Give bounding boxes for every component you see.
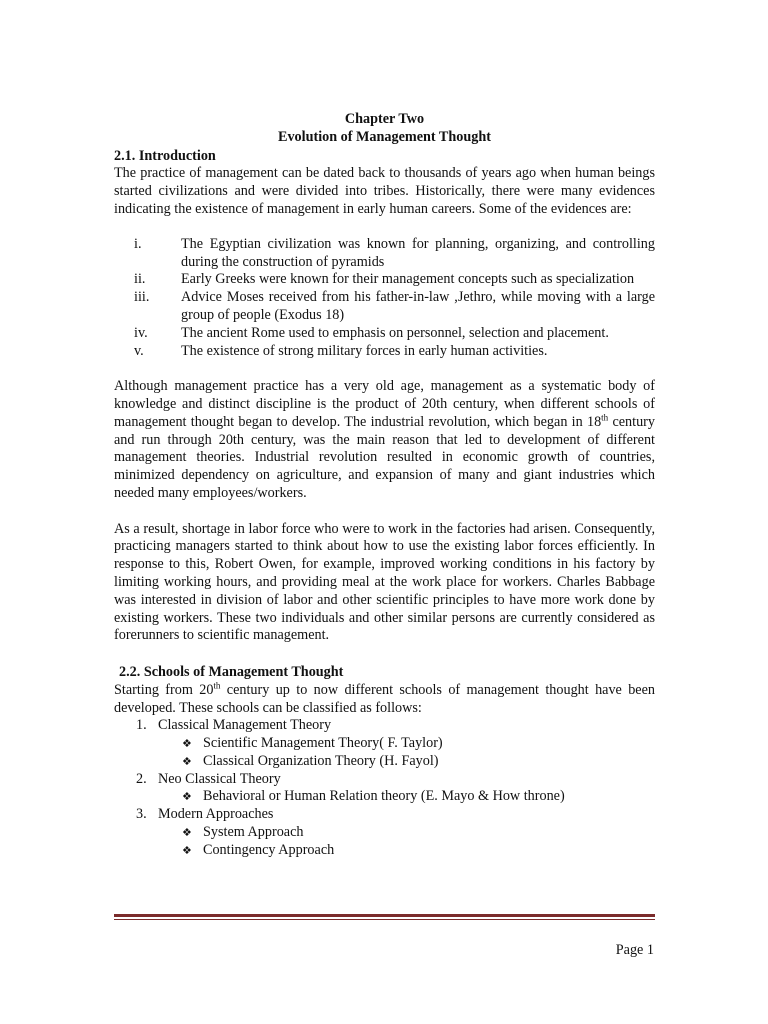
- footer-rule-thick: [114, 914, 655, 917]
- intro-paragraph: The practice of management can be dated back to thousands of years ago when human beings started civilizations and were divided into tribes. Historically, there were many evidences indicating the existence of management in early human careers. Some of the evidences are:: [114, 165, 655, 217]
- diamond-bullet-icon: ❖: [182, 737, 192, 751]
- list-item: ii. Early Greeks were known for their management concepts such as specialization: [134, 271, 635, 288]
- list-item: 2. Neo Classical Theory ❖ Behavioral or Human Relation theory (E. Mayo & How throne): [114, 771, 655, 807]
- page-number: Page 1: [615, 942, 654, 958]
- forerunners-paragraph: As a result, shortage in labor force who were to work in the factories had arisen. Consequently, practicing managers started to think about how to use the existing labor forces efficiently. In response to this, Robert Owen, for example, improved working conditions in his factory by limiting working hours, and providing meal at the work place for workers. Charles Babbage was interested in division of labor and other scientific principles to have more work done by existing workers. These two individuals and other similar persons are currently considered as forerunners to scientific management.: [114, 520, 655, 644]
- industrial-revolution-paragraph: Although management practice has a very old age, management as a systematic body of knowledge and distinct discipline is the product of 20th century, when different schools of management thought began to develop. The industrial revolution, which began in 18th century and run through 20th century, was the main reason that led to development of different management theories. Industrial revolution resulted in economic growth of countries, minimized dependency on agriculture, and expansion of many and giant industries which needed many employees/workers.: [114, 378, 655, 501]
- schools-list: [114, 717, 655, 859]
- diamond-bullet-icon: ❖: [182, 790, 192, 804]
- schools-intro: Starting from 20th century up to now different schools of management thought have been developed. These schools can be classified as follows:: [114, 679, 655, 716]
- list-item: 3. Modern Approaches ❖ System Approach ❖ Contingency Approach: [114, 806, 655, 859]
- document-page: [114, 111, 655, 860]
- footer-rule-thin: [114, 919, 655, 920]
- diamond-bullet-icon: ❖: [182, 754, 192, 768]
- list-item: ❖ Scientific Management Theory( F. Taylor): [182, 735, 443, 752]
- schools-heading: 2.2. Schools of Management Thought: [119, 663, 344, 680]
- list-item: iv. The ancient Rome used to emphasis on personnel, selection and placement.: [134, 324, 609, 341]
- diamond-bullet-icon: ❖: [182, 843, 192, 857]
- intro-heading: 2.1. Introduction: [114, 147, 216, 164]
- list-item: 1. Classical Management Theory ❖ Scientific Management Theory( F. Taylor) ❖ Classical Organization Theory (H. Fayol): [114, 717, 655, 770]
- list-item: ❖ Contingency Approach: [182, 841, 335, 858]
- list-item: i. The Egyptian civilization was known for planning, organizing, and controlling during the construction of pyramids: [134, 235, 655, 270]
- list-item: ❖ Behavioral or Human Relation theory (E. Mayo & How throne): [182, 788, 565, 805]
- list-item: ❖ System Approach: [182, 824, 304, 841]
- list-item: ❖ Classical Organization Theory (H. Fayol): [182, 752, 439, 769]
- list-item: iii. Advice Moses received from his father-in-law ,Jethro, while moving with a large group of people (Exodus 18): [134, 289, 655, 323]
- chapter-title: Evolution of Management Thought: [278, 128, 491, 145]
- list-item: v. The existence of strong military forces in early human activities.: [134, 342, 548, 359]
- diamond-bullet-icon: ❖: [182, 826, 192, 840]
- evidence-list: [114, 236, 655, 361]
- chapter-label: Chapter Two: [344, 111, 425, 127]
